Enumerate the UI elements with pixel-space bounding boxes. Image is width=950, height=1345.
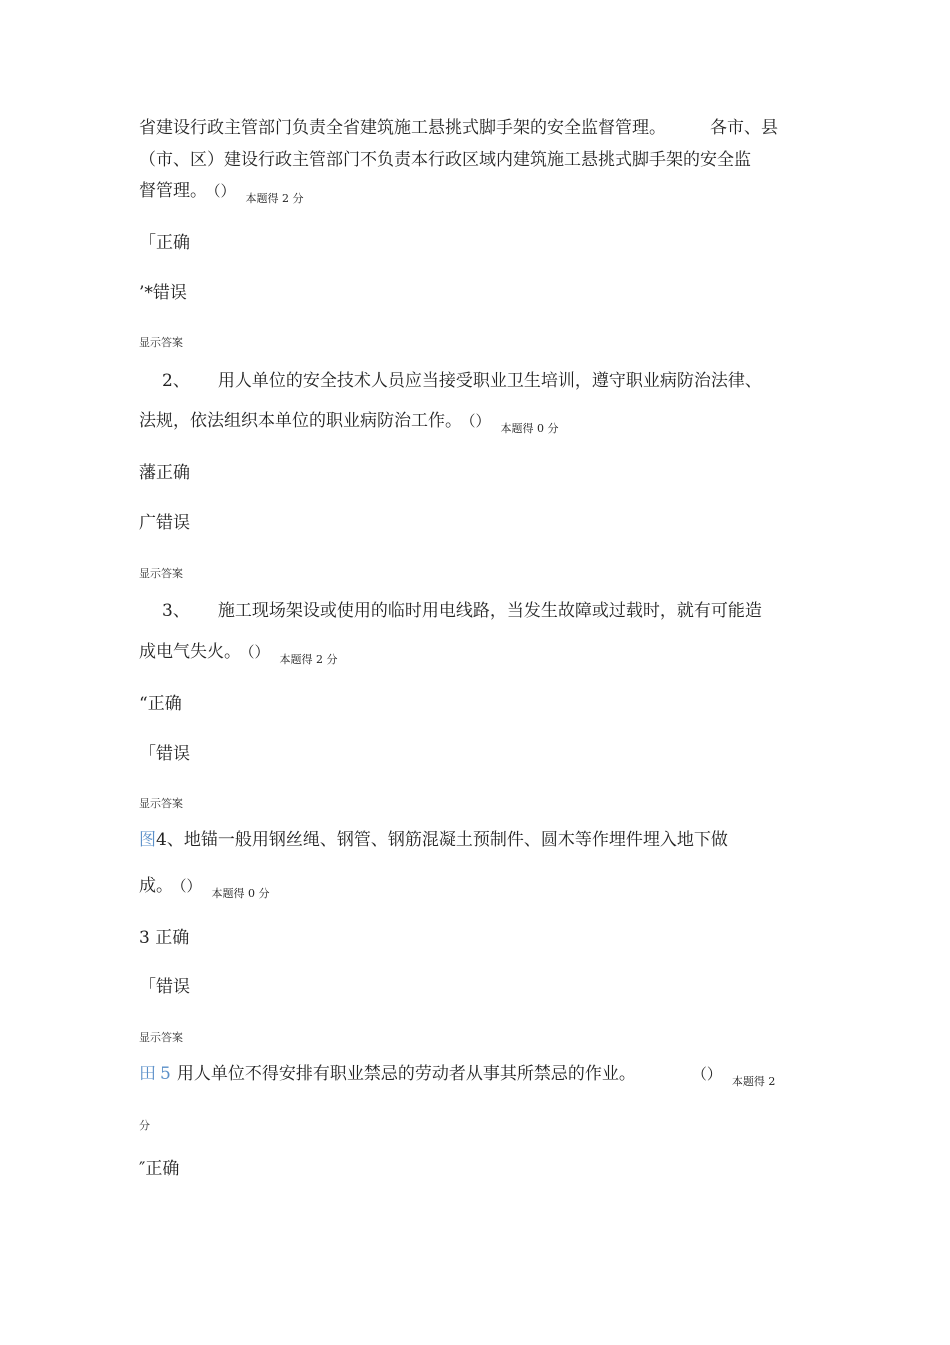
- q1-text-line-1: 省建设行政主管部门负责全省建筑施工悬挑式脚手架的安全监督管理。 各市、县: [139, 118, 778, 138]
- q4-answer-paren: （）: [179, 877, 202, 895]
- q3-option-correct[interactable]: “正确: [139, 694, 182, 714]
- q5-option-correct[interactable]: ″正确: [139, 1159, 180, 1179]
- q3-score: 本题得 2 分: [279, 653, 338, 666]
- q1-option-correct[interactable]: 「正确: [139, 233, 190, 253]
- q2-score: 本题得 0 分: [500, 422, 559, 435]
- q4-option-wrong[interactable]: 「错误: [139, 977, 190, 997]
- q5-text-line-1: 田 5 用人单位不得安排有职业禁忌的劳动者从事其所禁忌的作业。 （） $_{本题得 2}$: [139, 1064, 776, 1088]
- q1-text-line-2: （市、区）建设行政主管部门不负责本行政区域内建筑施工悬挑式脚手架的安全监: [139, 150, 751, 170]
- q3-text-line-2: 成电气失火。 （） $_{本题得 2 分}$: [139, 642, 338, 666]
- q5-score-continued: 分: [139, 1119, 150, 1132]
- q3-option-wrong[interactable]: 「错误: [139, 744, 190, 764]
- q2-option-correct[interactable]: 藩正确: [139, 463, 190, 483]
- q1-option-wrong[interactable]: ’*错误: [139, 283, 187, 303]
- q3-show-answer-link[interactable]: 显示答案: [139, 797, 183, 810]
- q1-answer-paren: （）: [213, 182, 236, 200]
- q4-option-correct[interactable]: 3 正确: [139, 928, 190, 948]
- q1-score: 本题得 2 分: [245, 192, 304, 205]
- q3-number: 3、: [162, 601, 190, 621]
- q1-text-line-3: 督管理。 （） $_{本题得 2 分}$: [139, 181, 304, 205]
- q4-text-line-1: 图4、地锚一般用钢丝绳、钢管、钢筋混凝土预制件、圆木等作埋件埋入地下做: [139, 830, 728, 850]
- q1-show-answer-link[interactable]: 显示答案: [139, 336, 183, 349]
- q2-text-line-1: 2、 用人单位的安全技术人员应当接受职业卫生培训，遵守职业病防治法律、: [162, 371, 762, 391]
- q5-score: 本题得 2: [731, 1075, 776, 1088]
- image-placeholder-icon: 图: [139, 830, 156, 850]
- q3-text-line-1: 3、 施工现场架设或使用的临时用电线路，当发生故障或过载时，就有可能造: [162, 601, 762, 621]
- q4-show-answer-link[interactable]: 显示答案: [139, 1031, 183, 1044]
- q4-text-line-2: 成。 （） $_{本题得 0 分}$: [139, 876, 270, 900]
- q4-score: 本题得 0 分: [211, 887, 270, 900]
- q2-show-answer-link[interactable]: 显示答案: [139, 567, 183, 580]
- q2-text-line-2: 法规，依法组织本单位的职业病防治工作。 （） $_{本题得 0 分}$: [139, 411, 559, 435]
- q2-option-wrong[interactable]: 广错误: [139, 513, 190, 533]
- q5-number: 5: [160, 1064, 171, 1084]
- q3-answer-paren: （）: [247, 643, 270, 661]
- grid-icon: 田: [139, 1064, 156, 1084]
- q2-number: 2、: [162, 371, 190, 391]
- q5-answer-paren: （）: [691, 1065, 722, 1083]
- q2-answer-paren: （）: [468, 412, 491, 430]
